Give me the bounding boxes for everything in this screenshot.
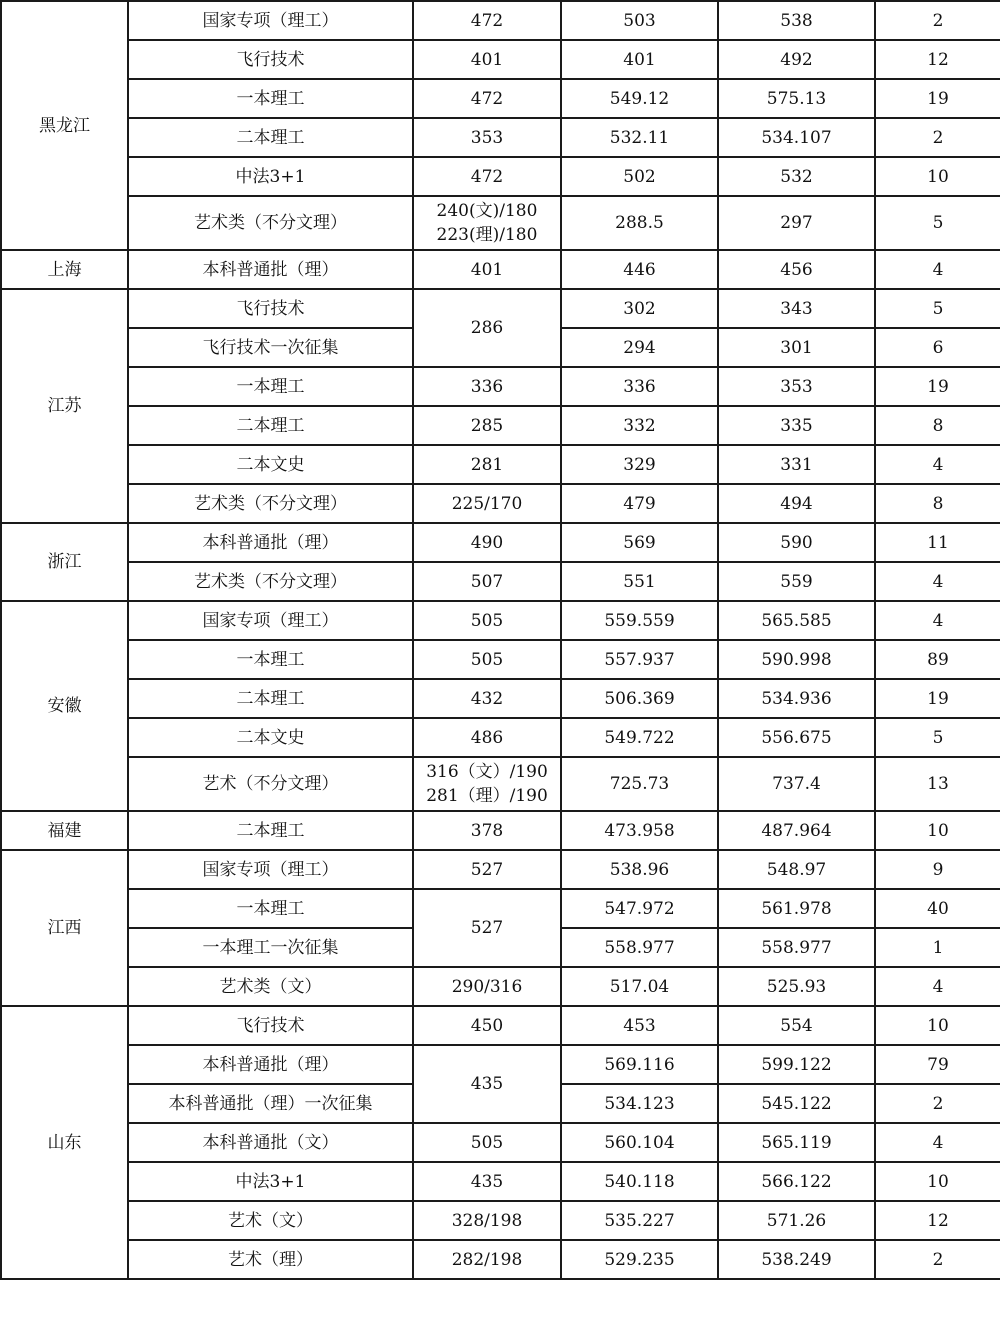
table-row	[1, 850, 1000, 889]
control-line-cell: 401	[413, 250, 561, 289]
table-row	[1, 1162, 1000, 1201]
batch-cell: 中法3+1	[128, 1162, 413, 1201]
batch-cell: 二本文史	[128, 718, 413, 757]
batch-cell: 一本理工	[128, 889, 413, 928]
batch-cell: 艺术类（不分文理）	[128, 196, 413, 250]
max-score-cell: 559	[718, 562, 875, 601]
batch-cell: 飞行技术	[128, 1006, 413, 1045]
min-score-cell: 502	[561, 157, 718, 196]
table-row	[1, 118, 1000, 157]
control-line-cell: 378	[413, 811, 561, 850]
min-score-cell: 538.96	[561, 850, 718, 889]
control-line-cell: 328/198	[413, 1201, 561, 1240]
min-score-cell: 569	[561, 523, 718, 562]
max-score-cell: 494	[718, 484, 875, 523]
min-score-cell: 725.73	[561, 757, 718, 811]
min-score-cell: 302	[561, 289, 718, 328]
batch-cell: 国家专项（理工）	[128, 601, 413, 640]
admitted-count-cell: 10	[875, 811, 1000, 850]
control-line-cell: 401	[413, 40, 561, 79]
batch-cell: 艺术类（不分文理）	[128, 484, 413, 523]
table-row	[1, 1123, 1000, 1162]
admitted-count-cell: 5	[875, 718, 1000, 757]
control-line-cell: 490	[413, 523, 561, 562]
max-score-cell: 561.978	[718, 889, 875, 928]
min-score-cell: 534.123	[561, 1084, 718, 1123]
min-score-cell: 517.04	[561, 967, 718, 1006]
table-row	[1, 757, 1000, 811]
control-line-cell: 472	[413, 1, 561, 40]
control-line-part: 281（理）/190	[426, 786, 548, 806]
min-score-cell: 336	[561, 367, 718, 406]
control-line-cell: 505	[413, 601, 561, 640]
max-score-cell: 554	[718, 1006, 875, 1045]
table-row	[1, 445, 1000, 484]
batch-cell: 本科普通批（文）	[128, 1123, 413, 1162]
admitted-count-cell: 4	[875, 967, 1000, 1006]
control-line-cell: 285	[413, 406, 561, 445]
control-line-cell: 435	[413, 1162, 561, 1201]
table-row	[1, 1006, 1000, 1045]
max-score-cell: 571.26	[718, 1201, 875, 1240]
min-score-cell: 535.227	[561, 1201, 718, 1240]
table-row	[1, 79, 1000, 118]
batch-cell: 飞行技术一次征集	[128, 328, 413, 367]
control-line-cell: 472	[413, 79, 561, 118]
min-score-cell: 559.559	[561, 601, 718, 640]
min-score-cell: 294	[561, 328, 718, 367]
admitted-count-cell: 12	[875, 40, 1000, 79]
batch-cell: 一本理工一次征集	[128, 928, 413, 967]
min-score-cell: 560.104	[561, 1123, 718, 1162]
admitted-count-cell: 10	[875, 1006, 1000, 1045]
max-score-cell: 353	[718, 367, 875, 406]
admitted-count-cell: 40	[875, 889, 1000, 928]
province-cell: 山东	[1, 1006, 128, 1279]
control-line-cell: 486	[413, 718, 561, 757]
batch-cell: 二本理工	[128, 118, 413, 157]
min-score-cell: 453	[561, 1006, 718, 1045]
max-score-cell: 566.122	[718, 1162, 875, 1201]
min-score-cell: 549.12	[561, 79, 718, 118]
table-row	[1, 484, 1000, 523]
table-row	[1, 1201, 1000, 1240]
batch-cell: 一本理工	[128, 640, 413, 679]
province-cell: 上海	[1, 250, 128, 289]
max-score-cell: 590	[718, 523, 875, 562]
province-cell: 安徽	[1, 601, 128, 811]
batch-cell: 飞行技术	[128, 289, 413, 328]
table-row	[1, 679, 1000, 718]
admitted-count-cell: 4	[875, 601, 1000, 640]
control-line-cell: 432	[413, 679, 561, 718]
admitted-count-cell: 8	[875, 406, 1000, 445]
max-score-cell: 565.585	[718, 601, 875, 640]
admitted-count-cell: 10	[875, 1162, 1000, 1201]
max-score-cell: 343	[718, 289, 875, 328]
control-line-cell: 282/198	[413, 1240, 561, 1279]
table-row	[1, 601, 1000, 640]
table-row	[1, 196, 1000, 250]
min-score-cell: 557.937	[561, 640, 718, 679]
table-row	[1, 811, 1000, 850]
batch-cell: 国家专项（理工）	[128, 1, 413, 40]
province-cell: 福建	[1, 811, 128, 850]
min-score-cell: 401	[561, 40, 718, 79]
min-score-cell: 288.5	[561, 196, 718, 250]
max-score-cell: 492	[718, 40, 875, 79]
control-line-cell: 507	[413, 562, 561, 601]
admitted-count-cell: 10	[875, 157, 1000, 196]
table-row	[1, 289, 1000, 328]
admitted-count-cell: 5	[875, 196, 1000, 250]
batch-cell: 本科普通批（理）一次征集	[128, 1084, 413, 1123]
min-score-cell: 329	[561, 445, 718, 484]
control-line-cell: 505	[413, 1123, 561, 1162]
batch-cell: 艺术（文）	[128, 1201, 413, 1240]
min-score-cell: 558.977	[561, 928, 718, 967]
max-score-cell: 558.977	[718, 928, 875, 967]
admitted-count-cell: 5	[875, 289, 1000, 328]
province-cell: 浙江	[1, 523, 128, 601]
batch-cell: 一本理工	[128, 367, 413, 406]
admitted-count-cell: 1	[875, 928, 1000, 967]
table-row	[1, 1045, 1000, 1084]
control-line-cell	[413, 757, 561, 811]
min-score-cell: 549.722	[561, 718, 718, 757]
batch-cell: 二本理工	[128, 811, 413, 850]
max-score-cell: 538.249	[718, 1240, 875, 1279]
control-line-part: 240(文)/180	[436, 201, 538, 221]
min-score-cell: 479	[561, 484, 718, 523]
table-row	[1, 523, 1000, 562]
admitted-count-cell: 19	[875, 79, 1000, 118]
min-score-cell: 551	[561, 562, 718, 601]
batch-cell: 二本文史	[128, 445, 413, 484]
control-line-cell	[413, 196, 561, 250]
max-score-cell: 590.998	[718, 640, 875, 679]
admitted-count-cell: 6	[875, 328, 1000, 367]
admitted-count-cell: 12	[875, 1201, 1000, 1240]
min-score-cell: 506.369	[561, 679, 718, 718]
control-line-cell: 450	[413, 1006, 561, 1045]
max-score-cell: 534.936	[718, 679, 875, 718]
max-score-cell: 545.122	[718, 1084, 875, 1123]
min-score-cell: 547.972	[561, 889, 718, 928]
control-line-cell: 336	[413, 367, 561, 406]
admitted-count-cell: 13	[875, 757, 1000, 811]
max-score-cell: 487.964	[718, 811, 875, 850]
province-cell: 江苏	[1, 289, 128, 523]
admitted-count-cell: 2	[875, 1240, 1000, 1279]
min-score-cell: 569.116	[561, 1045, 718, 1084]
max-score-cell: 556.675	[718, 718, 875, 757]
control-line-cell: 472	[413, 157, 561, 196]
max-score-cell: 297	[718, 196, 875, 250]
table-row	[1, 40, 1000, 79]
table-row	[1, 157, 1000, 196]
batch-cell: 艺术类（文）	[128, 967, 413, 1006]
control-line-cell: 435	[413, 1045, 561, 1123]
table-row	[1, 1, 1000, 40]
min-score-cell: 540.118	[561, 1162, 718, 1201]
admitted-count-cell: 2	[875, 1, 1000, 40]
table-row	[1, 889, 1000, 928]
admitted-count-cell: 11	[875, 523, 1000, 562]
max-score-cell: 532	[718, 157, 875, 196]
min-score-cell: 532.11	[561, 118, 718, 157]
table-row	[1, 1240, 1000, 1279]
province-cell: 江西	[1, 850, 128, 1006]
admitted-count-cell: 89	[875, 640, 1000, 679]
control-line-cell: 527	[413, 850, 561, 889]
control-line-cell: 527	[413, 889, 561, 967]
batch-cell: 一本理工	[128, 79, 413, 118]
admitted-count-cell: 4	[875, 562, 1000, 601]
control-line-part: 316（文）/190	[426, 762, 548, 782]
min-score-cell: 446	[561, 250, 718, 289]
province-cell: 黑龙江	[1, 1, 128, 250]
max-score-cell: 534.107	[718, 118, 875, 157]
table-row	[1, 406, 1000, 445]
control-line-cell: 505	[413, 640, 561, 679]
control-line-cell: 281	[413, 445, 561, 484]
max-score-cell: 331	[718, 445, 875, 484]
batch-cell: 二本理工	[128, 406, 413, 445]
admitted-count-cell: 4	[875, 1123, 1000, 1162]
batch-cell: 艺术类（不分文理）	[128, 562, 413, 601]
max-score-cell: 565.119	[718, 1123, 875, 1162]
max-score-cell: 737.4	[718, 757, 875, 811]
table-row	[1, 367, 1000, 406]
batch-cell: 本科普通批（理）	[128, 523, 413, 562]
control-line-cell: 290/316	[413, 967, 561, 1006]
admitted-count-cell: 19	[875, 367, 1000, 406]
batch-cell: 国家专项（理工）	[128, 850, 413, 889]
batch-cell: 本科普通批（理）	[128, 1045, 413, 1084]
table-row	[1, 967, 1000, 1006]
max-score-cell: 525.93	[718, 967, 875, 1006]
max-score-cell: 456	[718, 250, 875, 289]
control-line-cell: 286	[413, 289, 561, 367]
batch-cell: 本科普通批（理）	[128, 250, 413, 289]
max-score-cell: 599.122	[718, 1045, 875, 1084]
control-line-cell: 353	[413, 118, 561, 157]
batch-cell: 二本理工	[128, 679, 413, 718]
control-line-cell: 225/170	[413, 484, 561, 523]
admitted-count-cell: 79	[875, 1045, 1000, 1084]
admitted-count-cell: 9	[875, 850, 1000, 889]
max-score-cell: 548.97	[718, 850, 875, 889]
table-row	[1, 250, 1000, 289]
admitted-count-cell: 2	[875, 118, 1000, 157]
admitted-count-cell: 2	[875, 1084, 1000, 1123]
batch-cell: 艺术（不分文理）	[128, 757, 413, 811]
max-score-cell: 538	[718, 1, 875, 40]
admitted-count-cell: 4	[875, 250, 1000, 289]
batch-cell: 中法3+1	[128, 157, 413, 196]
table-row	[1, 640, 1000, 679]
control-line-part: 223(理)/180	[436, 225, 538, 245]
table-row	[1, 718, 1000, 757]
batch-cell: 艺术（理）	[128, 1240, 413, 1279]
admitted-count-cell: 4	[875, 445, 1000, 484]
min-score-cell: 529.235	[561, 1240, 718, 1279]
admitted-count-cell: 19	[875, 679, 1000, 718]
max-score-cell: 575.13	[718, 79, 875, 118]
max-score-cell: 335	[718, 406, 875, 445]
min-score-cell: 332	[561, 406, 718, 445]
table-row	[1, 562, 1000, 601]
admitted-count-cell: 8	[875, 484, 1000, 523]
min-score-cell: 503	[561, 1, 718, 40]
batch-cell: 飞行技术	[128, 40, 413, 79]
max-score-cell: 301	[718, 328, 875, 367]
min-score-cell: 473.958	[561, 811, 718, 850]
